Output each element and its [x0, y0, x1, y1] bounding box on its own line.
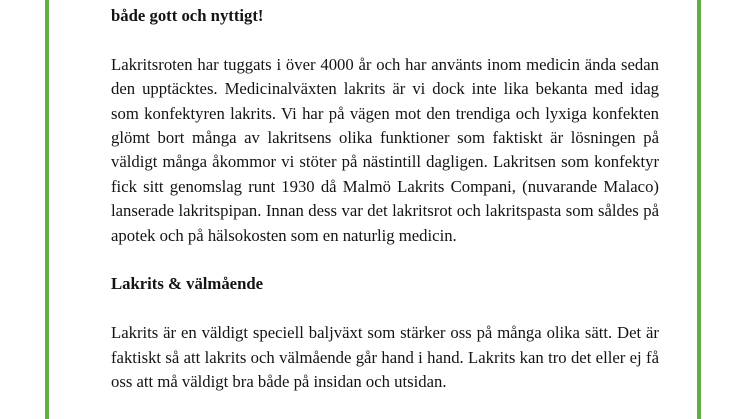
right-green-border	[697, 0, 701, 419]
paragraph-history: Lakritsroten har tuggats i över 4000 år och har använts inom medicin ända sedan den upptäcktes. Medicinalväxten lakrits är vi dock inte lika bekanta med idag som konfektyren lakrits. Vi har på vägen mot den trendiga och lyxiga konfekten glömt bort många av lakritsens olika funktioner som faktiskt är lösningen på väldigt många åkommor vi stöter på nästintill dagligen. Lakritsen som konfektyr fick sitt genomslag runt 1930 då Malmö Lakrits Compani, (nuvarande Malaco) lanserade lakritspipan. Innan dess var det lakritsrot och lakritspasta som såldes på apotek och på hälsokosten som en naturlig medicin.	[111, 54, 659, 245]
article-body	[111, 4, 659, 419]
paragraph-wellbeing: Lakrits är en väldigt speciell baljväxt som stärker oss på många olika sätt. Det är faktiskt så att lakrits och välmående går hand i hand. Lakrits kan tro det eller ej få oss att må väldigt bra både på insidan och utsidan.	[111, 323, 659, 392]
left-green-border	[45, 0, 49, 419]
section-heading: Lakrits & välmående	[111, 274, 264, 294]
lead-bold-text: både gott och nyttigt!	[111, 6, 264, 25]
